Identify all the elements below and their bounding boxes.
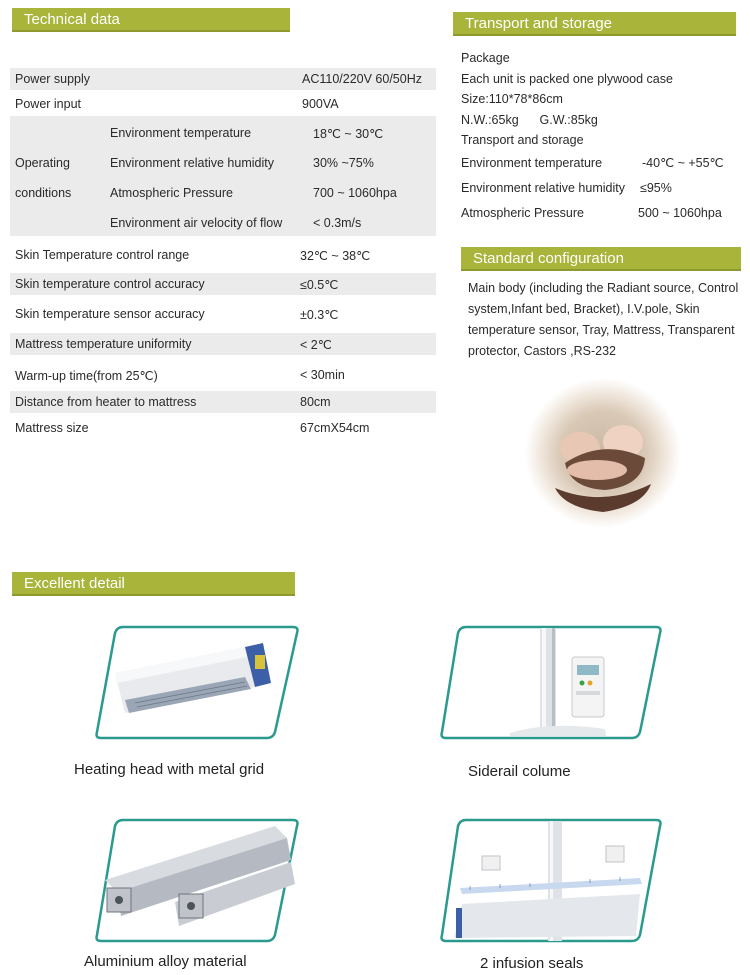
env-humidity-value: 30% ~75% bbox=[313, 156, 374, 170]
mattress-size-label: Mattress size bbox=[15, 421, 89, 435]
storage-line: Transport and storage bbox=[461, 133, 584, 147]
pressure-label: Atmospheric Pressure bbox=[110, 186, 233, 200]
operating-label: Operating bbox=[15, 156, 70, 170]
env-hum-line bbox=[461, 176, 673, 201]
excellent-detail-title: Excellent detail bbox=[24, 574, 125, 592]
standard-configuration-header bbox=[461, 247, 741, 271]
packed-line: Each unit is packed one plywood case bbox=[461, 71, 673, 86]
caption-aluminium: Aluminium alloy material bbox=[84, 953, 247, 970]
row-power-supply bbox=[10, 68, 436, 90]
transport-storage-header bbox=[453, 12, 736, 36]
transport-env-temp-label: Environment temperature bbox=[461, 155, 603, 170]
env-temp-value: 18℃ ~ 30℃ bbox=[313, 127, 384, 141]
transport-pressure-value: 500 ~ 1060hpa bbox=[638, 205, 722, 220]
transport-storage-text bbox=[461, 48, 724, 226]
env-temp-line bbox=[461, 151, 724, 176]
mattress-size-value: 67cmX54cm bbox=[300, 421, 370, 435]
row-mattress-uniformity bbox=[10, 333, 436, 355]
row-sensor-accuracy bbox=[10, 303, 436, 325]
package-line: Package bbox=[461, 51, 510, 65]
caption-siderail: Siderail colume bbox=[468, 763, 571, 780]
transport-env-temp-value: -40℃ ~ +55℃ bbox=[642, 155, 724, 170]
skin-accuracy-label: Skin temperature control accuracy bbox=[15, 277, 205, 291]
env-humidity-label: Environment relative humidity bbox=[110, 156, 274, 170]
skin-range-value: 32℃ ~ 38℃ bbox=[300, 248, 371, 263]
distance-value: 80cm bbox=[300, 395, 331, 409]
mattress-uniformity-value: < 2℃ bbox=[300, 337, 332, 352]
siderail-column-image bbox=[440, 625, 662, 740]
weight-line: N.W.:65kg G.W.:85kg bbox=[461, 112, 598, 127]
air-velocity-label: Environment air velocity of flow bbox=[110, 216, 283, 230]
caption-heating-head: Heating head with metal grid bbox=[74, 761, 265, 778]
conditions-label: conditions bbox=[15, 186, 72, 200]
row-skin-range bbox=[10, 244, 436, 266]
standard-configuration-title: Standard configuration bbox=[473, 249, 624, 267]
power-supply-value: AC110/220V 60/50Hz bbox=[302, 72, 422, 86]
env-temp-label: Environment temperature bbox=[110, 126, 252, 140]
warmup-value: < 30min bbox=[300, 368, 345, 382]
air-velocity-value: < 0.3m/s bbox=[313, 216, 362, 230]
row-power-input bbox=[10, 93, 436, 115]
mattress-uniformity-label: Mattress temperature uniformity bbox=[15, 337, 192, 351]
distance-label: Distance from heater to mattress bbox=[15, 395, 197, 409]
row-mattress-size bbox=[10, 417, 436, 439]
operating-conditions-block bbox=[10, 116, 436, 236]
sensor-accuracy-value: ±0.3℃ bbox=[300, 307, 339, 322]
transport-env-hum-label: Environment relative humidity bbox=[461, 180, 625, 195]
warmup-label: Warm-up time(from 25℃) bbox=[15, 368, 158, 383]
power-input-value: 900VA bbox=[302, 97, 339, 111]
transport-pressure-label: Atmospheric Pressure bbox=[461, 205, 584, 220]
row-distance bbox=[10, 391, 436, 413]
power-supply-label: Power supply bbox=[15, 72, 91, 86]
sensor-accuracy-label: Skin temperature sensor accuracy bbox=[15, 307, 205, 321]
standard-configuration-text: Main body (including the Radiant source, Control system,Infant bed, Bracket), I.V.pole, Skin temperature sensor, Tray, Mattress, Transparent protector, Castors ,RS-232 bbox=[468, 281, 739, 358]
aluminium-profile-image bbox=[95, 818, 300, 943]
size-line: Size:110*78*86cm bbox=[461, 92, 563, 106]
row-skin-accuracy bbox=[10, 273, 436, 295]
pressure-value: 700 ~ 1060hpa bbox=[313, 186, 397, 200]
technical-data-header bbox=[12, 8, 290, 32]
power-input-label: Power input bbox=[15, 97, 82, 111]
caption-infusion-seals: 2 infusion seals bbox=[480, 955, 584, 972]
heating-head-image bbox=[95, 625, 300, 740]
pressure-line bbox=[461, 201, 722, 226]
transport-storage-title: Transport and storage bbox=[465, 14, 613, 32]
sleeping-babies-photo bbox=[525, 378, 681, 528]
skin-range-label: Skin Temperature control range bbox=[15, 248, 190, 262]
transport-env-hum-value: ≤95% bbox=[640, 180, 672, 195]
infusion-seals-image bbox=[440, 818, 662, 943]
excellent-detail-header bbox=[12, 572, 295, 596]
technical-data-title: Technical data bbox=[24, 10, 120, 28]
row-warmup bbox=[10, 364, 436, 386]
skin-accuracy-value: ≤0.5℃ bbox=[300, 277, 339, 292]
